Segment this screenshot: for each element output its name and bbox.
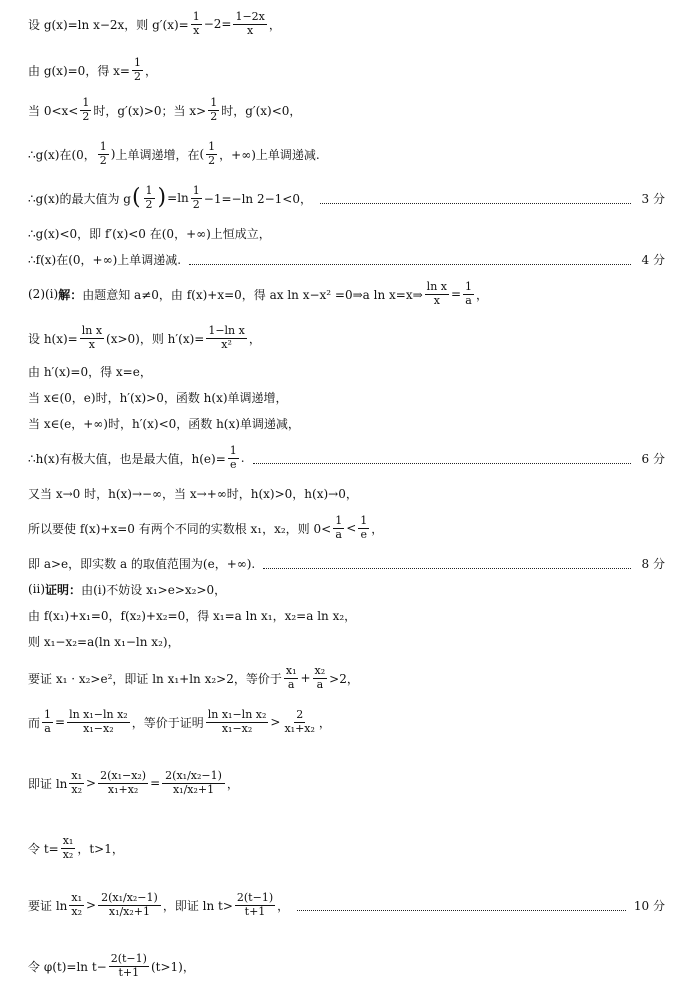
numerator: ln x₁−ln x₂ — [207, 707, 267, 721]
line-5 — [28, 176, 665, 220]
denominator: 2 — [145, 197, 153, 211]
denominator: x — [247, 23, 254, 37]
line-16 — [28, 552, 665, 574]
compound-fraction — [98, 892, 161, 918]
text: = — [450, 287, 462, 301]
numerator: 1 — [465, 279, 473, 293]
line-2 — [28, 48, 665, 92]
text: 要证 x₁ · x₂>e²，即证 ln x₁+ln x₂>2，等价于 — [28, 671, 282, 686]
line-17 — [28, 578, 665, 600]
fraction — [132, 57, 143, 83]
fraction — [98, 770, 148, 796]
line-24 — [28, 870, 665, 940]
denominator: x₁+x₂ — [284, 721, 315, 735]
text: < — [346, 521, 357, 535]
numerator: 1 — [210, 95, 218, 109]
text: ， — [371, 521, 384, 536]
text: (t>1)， — [150, 959, 195, 974]
dot-leader — [189, 254, 631, 265]
denominator: a — [287, 677, 295, 691]
numerator: x₁ — [285, 663, 297, 677]
compound-fraction — [162, 770, 225, 796]
fraction — [191, 185, 202, 211]
numerator: 1 — [145, 183, 153, 197]
numerator: 1 — [82, 95, 90, 109]
line-19 — [28, 630, 665, 652]
text: 令 φ(t)=ln t− — [28, 959, 107, 974]
line-9 — [28, 316, 665, 360]
numerator: 1 — [229, 443, 237, 457]
text: 上单调递减. — [255, 147, 320, 162]
numerator: 1 — [133, 55, 141, 69]
numerator: 1−ln x — [208, 323, 245, 337]
text: 由 g(x)=0，得 x= — [28, 63, 130, 78]
line-14 — [28, 482, 665, 504]
text: ∴h(x)有极大值，也是最大值，h(e)= — [28, 451, 226, 466]
text: 由 h′(x)=0，得 x=e， — [28, 364, 152, 379]
fraction — [144, 185, 155, 211]
text: 设 h(x)= — [28, 331, 78, 346]
denominator: 2 — [210, 109, 218, 123]
text: . — [240, 451, 245, 465]
denominator: x₁−x₂ — [83, 721, 114, 735]
numerator: ln x₁−ln x₂ — [69, 707, 128, 721]
text: 当 x∈(e，+∞)时，h′(x)<0，函数 h(x)单调递减， — [28, 416, 300, 431]
content — [28, 445, 245, 471]
text: −2= — [203, 17, 232, 31]
text: 设 g(x)=ln x−2x，则 g′(x)= — [28, 17, 189, 32]
fraction — [69, 892, 84, 918]
text: ) — [110, 147, 116, 161]
numerator: 1 — [335, 513, 343, 527]
text: 要证 ln — [28, 898, 68, 913]
text: 所以要使 f(x)+x=0 有两个不同的实数根 x₁，x₂，则 0< — [28, 521, 332, 536]
line-15 — [28, 506, 665, 550]
right-paren: ) — [157, 185, 167, 210]
text: 则 x₁−x₂=a(ln x₁−ln x₂)， — [28, 634, 180, 649]
line-22 — [28, 748, 665, 818]
text: 由题意知 a≠0，由 f(x)+x=0，得 ax ln x−x² =0⇒a ln x=x⇒ — [82, 287, 423, 302]
numerator: 2(x₁−x₂) — [100, 768, 147, 782]
numerator: 1 — [99, 139, 107, 153]
fraction — [358, 515, 369, 541]
numerator: 2(t−1) — [110, 951, 147, 965]
denominator: 2 — [82, 109, 90, 123]
dot-leader — [320, 193, 631, 204]
text: ∴g(x)在 — [28, 147, 72, 162]
text: ，t>1， — [77, 841, 124, 856]
score-label: 3 分 — [641, 191, 665, 206]
fraction — [233, 11, 266, 37]
denominator: 2 — [208, 153, 216, 167]
text: > — [270, 715, 281, 729]
text: ， — [476, 287, 489, 302]
numerator: 1−2x — [235, 9, 265, 23]
numerator: 1 — [192, 9, 200, 23]
line-8 — [28, 272, 665, 316]
denominator: a — [44, 721, 51, 735]
text: ， — [268, 17, 281, 32]
text: ， — [248, 331, 261, 346]
text: ，等价于证明 — [131, 715, 204, 730]
text: 由(ⅰ)不妨设 x₁>e>x₂>0， — [81, 582, 227, 597]
text: 即证 ln — [28, 776, 68, 791]
text: ∴g(x)<0，即 f′(x)<0 在(0，+∞)上恒成立， — [28, 226, 271, 241]
fraction — [235, 892, 275, 918]
text: =ln — [167, 191, 189, 205]
content — [28, 185, 312, 211]
numerator: x₁ — [71, 768, 83, 782]
fraction — [67, 709, 130, 735]
numerator: 1 — [192, 183, 200, 197]
fraction — [463, 281, 474, 307]
text: 而 — [28, 715, 41, 730]
text: ∴f(x)在(0，+∞)上单调递减. — [28, 252, 182, 267]
dot-leader — [297, 900, 626, 911]
denominator: x — [433, 293, 440, 307]
denominator: x — [88, 337, 95, 351]
text: −1=−ln 2−1<0， — [203, 191, 312, 206]
text: > — [86, 898, 97, 912]
text: + — [300, 671, 311, 685]
line-7 — [28, 248, 665, 270]
denominator: 2 — [133, 69, 141, 83]
denominator: a — [316, 677, 324, 691]
proof-label: 证明： — [45, 582, 82, 597]
numerator: ln x — [81, 323, 103, 337]
denominator: 2 — [192, 197, 200, 211]
text: = — [150, 776, 161, 790]
fraction — [98, 141, 109, 167]
numerator: 2 — [296, 707, 304, 721]
fraction — [80, 325, 104, 351]
dot-leader — [263, 558, 631, 569]
text: ( — [199, 147, 205, 161]
text: ， — [144, 63, 157, 78]
fraction — [425, 281, 449, 307]
fraction — [333, 515, 344, 541]
line-12 — [28, 412, 665, 434]
denominator: 2 — [99, 153, 107, 167]
denominator: x₂ — [62, 847, 74, 861]
fraction — [42, 709, 53, 735]
text: 时，g′(x)>0；当 x> — [93, 103, 207, 118]
denominator: x² — [221, 337, 232, 351]
line-13 — [28, 436, 665, 480]
text: (2)(ⅰ) — [28, 287, 59, 301]
line-20 — [28, 656, 665, 700]
line-25 — [28, 944, 665, 988]
line-4 — [28, 132, 665, 176]
score-label: 4 分 — [641, 252, 665, 267]
text: 当 x∈(0，e)时，h′(x)>0，函数 h(x)单调递增， — [28, 390, 288, 405]
score-label: 8 分 — [641, 556, 665, 571]
numerator: 1 — [44, 707, 52, 721]
text: 令 t= — [28, 841, 59, 856]
text: ， — [226, 776, 239, 791]
text: ， — [277, 898, 290, 913]
fraction — [61, 835, 76, 861]
denominator: x₁−x₂ — [221, 721, 253, 735]
numerator: 1 — [208, 139, 216, 153]
denominator: e — [229, 457, 237, 471]
numerator: 2(t−1) — [236, 890, 274, 904]
denominator: x₂ — [71, 904, 83, 918]
numerator: 2(x₁/x₂−1) — [98, 892, 161, 906]
fraction — [206, 709, 269, 735]
line-3 — [28, 88, 665, 132]
denominator: t+1 — [118, 965, 140, 979]
text: 上单调递增，在 — [115, 147, 200, 162]
fraction — [284, 665, 299, 691]
numerator: ln x — [426, 279, 447, 293]
fraction — [80, 97, 91, 123]
denominator: a — [465, 293, 472, 307]
text: (x>0)，则 h′(x)= — [106, 331, 205, 346]
denominator: x₁/x₂+1 — [172, 782, 215, 796]
content — [28, 892, 289, 918]
denominator: x₁+x₂ — [107, 782, 139, 796]
text: ，即证 ln t> — [162, 898, 233, 913]
fraction — [191, 11, 202, 37]
fraction — [282, 709, 316, 735]
text: > — [86, 776, 97, 790]
text: ∴g(x)的最大值为 g — [28, 191, 131, 206]
text: 时，g′(x)<0， — [221, 103, 302, 118]
dot-leader — [253, 453, 631, 464]
text: 由 f(x₁)+x₁=0，f(x₂)+x₂=0，得 x₁=a ln x₁，x₂=a ln x₂， — [28, 608, 357, 623]
text: (0， — [71, 147, 96, 162]
line-6 — [28, 222, 665, 244]
fraction — [69, 770, 84, 796]
numerator: x₁ — [71, 890, 83, 904]
text: (ⅱ) — [28, 582, 46, 596]
line-18 — [28, 604, 665, 626]
fraction — [208, 97, 219, 123]
score-label: 6 分 — [641, 451, 665, 466]
numerator: 2(x₁/x₂−1) — [162, 770, 225, 784]
left-paren: ( — [131, 185, 141, 210]
text: >2， — [329, 671, 359, 686]
line-10 — [28, 360, 665, 382]
solution-label: 解： — [58, 287, 83, 302]
score-label: 10 分 — [633, 898, 665, 913]
text: 又当 x→0 时，h(x)→−∞，当 x→+∞时，h(x)>0，h(x)→0， — [28, 486, 358, 501]
denominator: e — [360, 527, 368, 541]
denominator: x₂ — [71, 782, 83, 796]
denominator: x — [193, 23, 200, 37]
fraction — [206, 325, 247, 351]
text: 即 a>e，即实数 a 的取值范围为(e，+∞). — [28, 556, 256, 571]
denominator: a — [335, 527, 342, 541]
line-23 — [28, 826, 665, 870]
denominator: x₁/x₂+1 — [108, 904, 151, 918]
fraction — [228, 445, 239, 471]
text: 当 0<x< — [28, 103, 79, 118]
line-11 — [28, 386, 665, 408]
fraction — [313, 665, 328, 691]
numerator: x₂ — [314, 663, 326, 677]
text: = — [55, 715, 66, 729]
denominator: t+1 — [244, 904, 266, 918]
fraction — [206, 141, 217, 167]
line-1 — [28, 2, 665, 46]
numerator: x₁ — [62, 833, 74, 847]
text: ， — [318, 715, 331, 730]
fraction — [109, 953, 149, 979]
numerator: 1 — [360, 513, 368, 527]
text: ，+∞) — [219, 147, 256, 162]
line-21 — [28, 700, 665, 744]
